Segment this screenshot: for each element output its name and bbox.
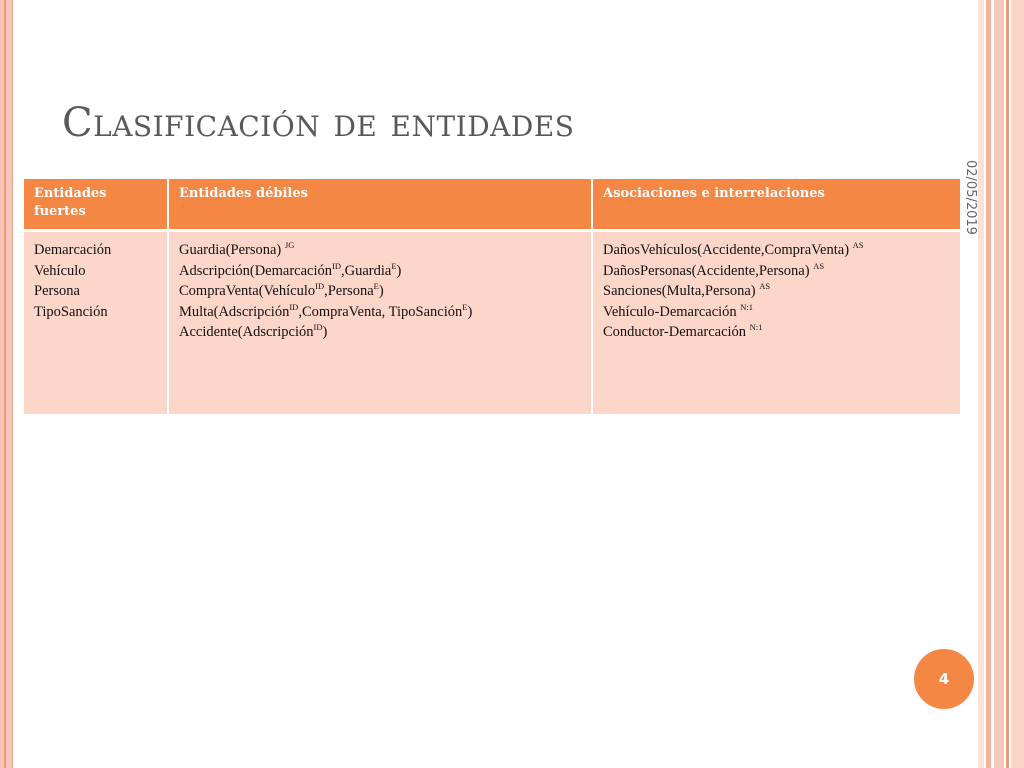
slide-title: Clasificación de entidades	[62, 100, 575, 146]
header-weak-entities: Entidades débiles	[168, 179, 592, 231]
weak-entity	[179, 261, 581, 282]
right-stripe-decoration	[978, 0, 1024, 768]
text-segment: DañosVehículos(Accidente,CompraVenta)	[603, 242, 853, 258]
text-segment: )	[378, 283, 384, 299]
header-associations: Asociaciones e interrelaciones	[592, 179, 960, 231]
superscript-label: AS	[759, 281, 771, 292]
page-number-badge: 4	[914, 649, 974, 709]
superscript-label: N:1	[749, 322, 763, 333]
superscript-label: ID	[332, 260, 341, 271]
association	[603, 240, 950, 261]
weak-entity	[179, 322, 581, 343]
superscript-label: ID	[315, 281, 325, 292]
weak-entities-cell	[168, 231, 592, 415]
strong-entity: TipoSanción	[34, 303, 108, 320]
text-segment: ,CompraVenta, TipoSanción	[298, 303, 463, 320]
slide-date: 02/05/2019	[963, 160, 978, 235]
text-segment: )	[396, 262, 402, 279]
left-border-decoration	[0, 0, 13, 768]
stripe	[978, 0, 984, 768]
superscript-label: ID	[313, 322, 323, 333]
strong-entity: Vehículo	[34, 262, 86, 279]
weak-entity	[179, 281, 581, 302]
table-header-row	[24, 179, 960, 231]
table-row	[24, 231, 960, 415]
superscript-label: E	[373, 281, 379, 292]
superscript-label: AS	[852, 240, 864, 251]
stripe	[994, 0, 1004, 768]
association	[603, 322, 950, 343]
text-segment: Conductor-Demarcación	[603, 324, 750, 340]
strong-entities-cell	[24, 231, 168, 415]
superscript-label: AS	[813, 260, 825, 271]
weak-entity	[179, 240, 581, 261]
strong-entity: Persona	[34, 283, 80, 299]
text-segment: CompraVenta(Vehículo	[179, 283, 316, 299]
text-segment: Sanciones(Multa,Persona)	[603, 283, 760, 299]
weak-entity	[179, 302, 581, 323]
association	[603, 281, 950, 302]
strong-entity: Demarcación	[34, 242, 112, 258]
left-border-line	[4, 0, 6, 768]
superscript-label: ID	[289, 301, 299, 312]
association	[603, 302, 950, 323]
association	[603, 261, 950, 282]
superscript-label: E	[391, 260, 397, 271]
text-segment: Multa(Adscripción	[179, 303, 290, 320]
text-segment: )	[322, 324, 328, 340]
text-segment: Vehículo-Demarcación	[603, 303, 741, 320]
entity-classification-table	[24, 179, 960, 414]
stripe	[1011, 0, 1024, 768]
stripe	[1006, 0, 1009, 768]
text-segment: ,Persona	[324, 283, 374, 299]
text-segment: DañosPersonas(Accidente,Persona)	[603, 262, 814, 279]
text-segment: Guardia(Persona)	[179, 242, 285, 258]
superscript-label: N:1	[740, 301, 754, 312]
text-segment: Adscripción(Demarcación	[179, 262, 332, 279]
superscript-label: JG	[284, 240, 295, 251]
header-strong-entities: Entidades fuertes	[24, 179, 168, 231]
text-segment: ,Guardia	[340, 262, 392, 279]
text-segment: )	[467, 303, 473, 320]
stripe	[986, 0, 991, 768]
text-segment: Accidente(Adscripción	[179, 324, 314, 340]
associations-cell	[592, 231, 960, 415]
superscript-label: E	[462, 301, 468, 312]
